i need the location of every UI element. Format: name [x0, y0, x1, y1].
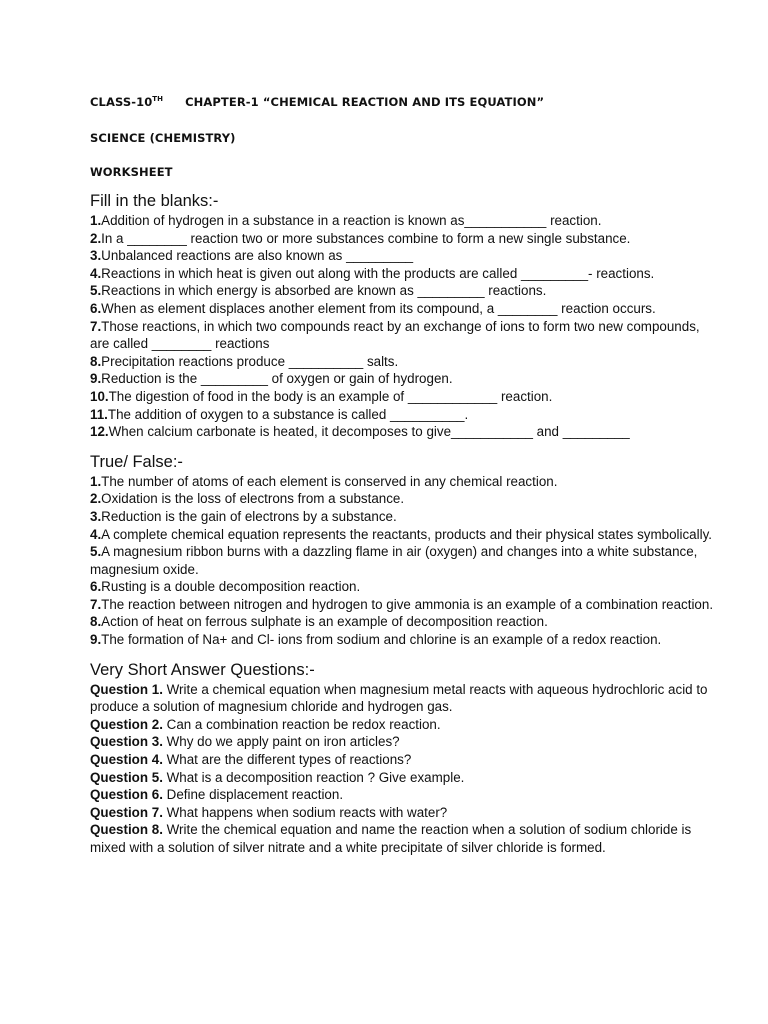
- fill-blank-item: [90, 388, 720, 406]
- fill-blank-item-text: Those reactions, in which two compounds react by an exchange of ions to form two new compounds, are called ________ reactions: [90, 318, 700, 352]
- class-label: CLASS-10: [90, 95, 153, 109]
- true-false-item-text: Rusting is a double decomposition reaction.: [101, 579, 361, 595]
- question-item-number: Question 7.: [90, 804, 163, 820]
- fill-blank-item: [90, 265, 720, 283]
- fill-blank-item-number: 8.: [90, 353, 102, 369]
- question-item-text: What is a decomposition reaction ? Give example.: [162, 769, 465, 785]
- fill-blank-item-text: Reduction is the _________ of oxygen or gain of hydrogen.: [101, 371, 453, 387]
- subject-heading: SCIENCE (CHEMISTRY): [90, 131, 236, 145]
- true-false-item-number: 4.: [90, 526, 102, 542]
- question-item: [90, 681, 720, 716]
- question-item-text: What are the different types of reactions?: [162, 752, 412, 768]
- fill-blank-item-text: Reactions in which energy is absorbed are known as _________ reactions.: [101, 283, 547, 299]
- true-false-title: True/ False:-: [90, 452, 183, 471]
- question-item-number: Question 1.: [90, 681, 163, 697]
- fill-blank-item-text: Reactions in which heat is given out along with the products are called _________- reactions.: [101, 265, 655, 281]
- question-item: [90, 786, 720, 804]
- question-item-text: Write the chemical equation and name the reaction when a solution of sodium chloride is mixed with a solution of silver nitrate and a white precipitate of silver chloride is formed.: [90, 822, 692, 855]
- fill-blank-item: [90, 406, 720, 424]
- fill-blank-item: [90, 423, 720, 441]
- question-item-number: Question 3.: [90, 734, 163, 750]
- fill-blank-item-number: 3.: [90, 248, 102, 264]
- true-false-item-number: 8.: [90, 614, 102, 630]
- fill-blank-item: [90, 353, 720, 371]
- question-item-text: Why do we apply paint on iron articles?: [162, 734, 400, 750]
- true-false-item-text: Oxidation is the loss of electrons from a substance.: [101, 491, 405, 507]
- fill-blank-item-number: 2.: [90, 230, 102, 246]
- true-false-item-text: The reaction between nitrogen and hydrogen to give ammonia is an example of a combination reaction.: [101, 596, 714, 612]
- true-false-item-text: The number of atoms of each element is conserved in any chemical reaction.: [101, 473, 558, 489]
- true-false-item: [90, 473, 720, 491]
- true-false-list: [90, 473, 720, 649]
- true-false-item-text: The formation of Na+ and Cl- ions from sodium and chlorine is an example of a redox reaction.: [101, 632, 662, 648]
- fill-blank-item-text: Precipitation reactions produce __________ salts.: [101, 353, 399, 369]
- question-item-number: Question 4.: [90, 752, 163, 768]
- fill-blank-item-text: The addition of oxygen to a substance is called __________.: [107, 406, 469, 422]
- fill-blank-item: [90, 370, 720, 388]
- true-false-item: [90, 596, 720, 614]
- true-false-item-number: 2.: [90, 491, 102, 507]
- fill-blank-item-text: When calcium carbonate is heated, it decomposes to give___________ and _________: [108, 424, 630, 440]
- fill-blank-item-number: 11.: [90, 406, 108, 422]
- fill-blank-item-text: Unbalanced reactions are also known as _________: [101, 248, 414, 264]
- true-false-item-number: 7.: [90, 596, 102, 612]
- question-item-text: Can a combination reaction be redox reaction.: [162, 716, 441, 732]
- true-false-item-number: 1.: [90, 473, 102, 489]
- question-item-text: Define displacement reaction.: [162, 787, 344, 803]
- true-false-item: [90, 508, 720, 526]
- question-item-text: Write a chemical equation when magnesium metal reacts with aqueous hydrochloric acid to produce a solution of magnesium chloride and hydrogen gas.: [90, 681, 708, 715]
- true-false-item: [90, 526, 720, 544]
- fill-blank-item-text: Addition of hydrogen in a substance in a reaction is known as___________ reaction.: [101, 213, 602, 228]
- fill-blank-item-number: 9.: [90, 371, 102, 387]
- fill-blank-item: [90, 247, 720, 265]
- true-false-item-number: 6.: [90, 579, 102, 595]
- fill-blank-item-number: 12.: [90, 424, 109, 440]
- question-item-text: What happens when sodium reacts with water?: [162, 804, 448, 820]
- fill-blank-item-number: 10.: [90, 388, 109, 404]
- fill-blank-item: [90, 212, 720, 230]
- true-false-item-text: Action of heat on ferrous sulphate is an example of decomposition reaction.: [101, 614, 548, 630]
- true-false-item: [90, 631, 720, 649]
- fill-blank-item: [90, 230, 720, 248]
- true-false-item-text: A magnesium ribbon burns with a dazzling flame in air (oxygen) and changes into a white substance, magnesium oxide.: [90, 544, 698, 577]
- class-superscript: TH: [152, 95, 164, 104]
- true-false-item-text: A complete chemical equation represents the reactants, products and their physical states symbolically.: [101, 526, 712, 542]
- worksheet-page: [90, 88, 720, 857]
- question-item-number: Question 5.: [90, 769, 163, 785]
- worksheet-heading: WORKSHEET: [90, 165, 173, 179]
- question-item-number: Question 6.: [90, 787, 163, 803]
- fill-blank-item-text: When as element displaces another element from its compound, a ________ reaction occurs.: [101, 300, 656, 316]
- true-false-item-number: 5.: [90, 544, 102, 560]
- fill-blank-item: [90, 318, 720, 353]
- fill-blank-item-number: 4.: [90, 265, 102, 281]
- true-false-item-text: Reduction is the gain of electrons by a substance.: [101, 508, 397, 524]
- true-false-item-number: 3.: [90, 508, 102, 524]
- question-item: [90, 733, 720, 751]
- fill-blank-item-number: 5.: [90, 283, 102, 299]
- question-item: [90, 716, 720, 734]
- question-item: [90, 804, 720, 822]
- very-short-answer-title: Very Short Answer Questions:-: [90, 660, 315, 679]
- fill-blank-item-text: In a ________ reaction two or more substances combine to form a new single substance.: [101, 230, 631, 246]
- fill-blank-item-text: The digestion of food in the body is an example of ____________ reaction.: [108, 388, 553, 404]
- fill-blank-item: [90, 300, 720, 318]
- true-false-item: [90, 490, 720, 508]
- fill-blank-item-number: 1.: [90, 213, 102, 228]
- question-item: [90, 751, 720, 769]
- fill-blanks-list: [90, 212, 720, 441]
- fill-blanks-title: Fill in the blanks:-: [90, 192, 219, 210]
- question-item: [90, 821, 720, 856]
- true-false-item: [90, 578, 720, 596]
- question-item-number: Question 2.: [90, 716, 163, 732]
- chapter-title: CHAPTER-1 “CHEMICAL REACTION AND ITS EQUATION”: [185, 95, 545, 109]
- question-item: [90, 769, 720, 787]
- question-item-number: Question 8.: [90, 822, 163, 838]
- class-chapter-heading: [90, 95, 720, 109]
- true-false-item: [90, 613, 720, 631]
- very-short-answer-list: [90, 681, 720, 857]
- true-false-item: [90, 543, 720, 578]
- true-false-item-number: 9.: [90, 632, 102, 648]
- fill-blank-item-number: 6.: [90, 300, 102, 316]
- fill-blank-item-number: 7.: [90, 318, 102, 334]
- fill-blank-item: [90, 282, 720, 300]
